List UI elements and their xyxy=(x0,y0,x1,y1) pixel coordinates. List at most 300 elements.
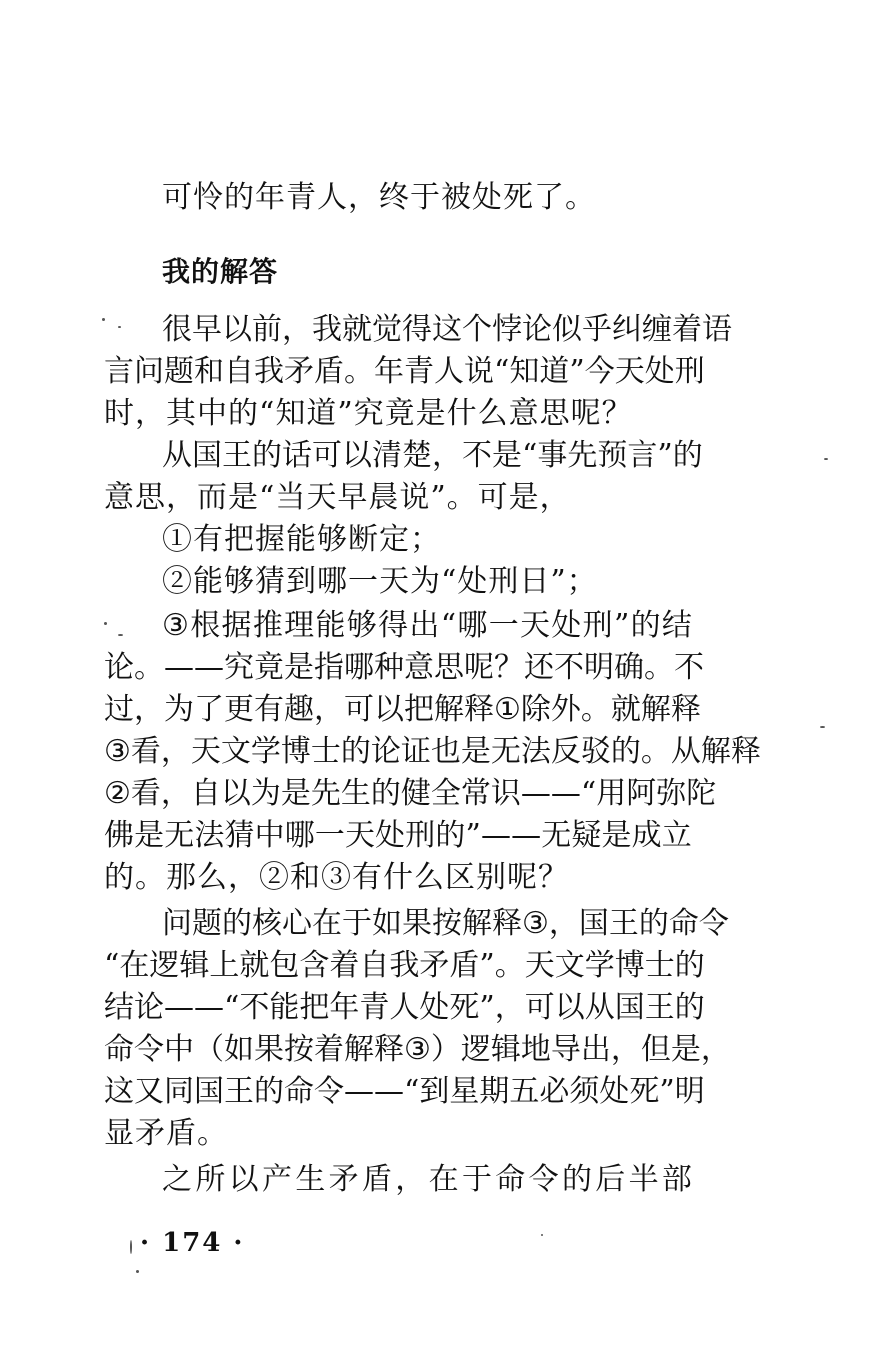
glyph: 文 xyxy=(554,948,585,983)
text-line-17 xyxy=(162,904,729,944)
glyph: 天 xyxy=(524,948,555,983)
text-line-21 xyxy=(104,1072,705,1112)
glyph: ， xyxy=(160,776,191,811)
glyph: 部 xyxy=(661,1162,692,1197)
glyph: 法 xyxy=(520,734,551,769)
glyph: 哪 xyxy=(284,818,315,853)
glyph: 疑 xyxy=(571,818,602,853)
glyph: — xyxy=(164,650,194,685)
glyph: 论 xyxy=(370,734,401,769)
glyph: 不 xyxy=(462,438,492,473)
glyph: 得 xyxy=(378,608,409,643)
glyph: 天 xyxy=(345,818,375,853)
glyph: ① xyxy=(494,692,521,727)
glyph: 自 xyxy=(224,354,254,389)
glyph: 我 xyxy=(312,312,342,347)
glyph: — xyxy=(344,1074,374,1109)
glyph: — xyxy=(164,990,194,1025)
glyph: 可 xyxy=(312,438,342,473)
glyph: 过 xyxy=(104,692,134,727)
glyph: 解 xyxy=(462,906,492,941)
glyph: 天 xyxy=(614,354,645,389)
glyph: 悖 xyxy=(492,312,522,347)
glyph: 清 xyxy=(372,438,402,473)
glyph: 不 xyxy=(554,650,584,685)
glyph: 纠 xyxy=(612,312,642,347)
glyph: 呢 xyxy=(464,650,494,685)
glyph: 题 xyxy=(192,906,222,941)
glyph: 着 xyxy=(314,1032,344,1067)
glyph: 生 xyxy=(340,776,371,811)
glyph: 明 xyxy=(584,650,614,685)
text-line-4 xyxy=(104,352,705,392)
glyph: 外 xyxy=(550,692,581,727)
glyph: 更 xyxy=(224,692,254,727)
glyph: ， xyxy=(282,312,312,347)
glyph: 看 xyxy=(130,734,161,769)
glyph: 自 xyxy=(359,948,390,983)
glyph: 说 xyxy=(464,354,494,389)
glyph: 不 xyxy=(239,990,270,1025)
glyph: 中 xyxy=(164,1032,194,1067)
glyph: 先 xyxy=(310,776,341,811)
glyph: “ xyxy=(522,438,538,473)
glyph: — xyxy=(550,776,581,811)
glyph: 命 xyxy=(104,1032,134,1067)
glyph: 解 xyxy=(434,692,464,727)
glyph: 就 xyxy=(239,948,270,983)
glyph: 命 xyxy=(284,1074,314,1109)
glyph: 把 xyxy=(299,990,330,1025)
section-heading: 我的解答 xyxy=(162,255,279,288)
glyph: 上 xyxy=(209,948,240,983)
text-line-16: 的。那么，②和③有什么区别呢？ xyxy=(104,860,569,895)
glyph: 星 xyxy=(449,1074,480,1109)
glyph: 着 xyxy=(672,312,702,347)
glyph: 解 xyxy=(640,692,671,727)
glyph: 博 xyxy=(614,948,645,983)
glyph: 结 xyxy=(104,990,134,1025)
glyph: 天 xyxy=(190,734,221,769)
glyph: 全 xyxy=(430,776,461,811)
glyph: 论 xyxy=(134,990,164,1025)
glyph: 矛 xyxy=(328,1162,359,1197)
glyph: ” xyxy=(659,1074,675,1109)
glyph: 无 xyxy=(541,818,572,853)
glyph: 指 xyxy=(314,650,344,685)
glyph: 用 xyxy=(596,776,627,811)
glyph: 国 xyxy=(614,990,645,1025)
glyph: 年 xyxy=(374,354,404,389)
scan-speck xyxy=(118,634,123,636)
glyph: 士 xyxy=(644,948,675,983)
scan-speck xyxy=(104,622,107,625)
glyph: 刑 xyxy=(582,608,613,643)
glyph: 的 xyxy=(254,1074,284,1109)
glyph: 常 xyxy=(460,776,491,811)
glyph: 命 xyxy=(668,906,699,941)
glyph: 半 xyxy=(628,1162,659,1197)
glyph: 王 xyxy=(224,1074,254,1109)
scan-speck xyxy=(102,318,105,321)
glyph: “ xyxy=(440,608,457,643)
glyph: 知 xyxy=(509,354,540,389)
glyph: ③ xyxy=(404,1032,431,1067)
glyph: 似 xyxy=(552,312,582,347)
glyph: 命 xyxy=(495,1162,526,1197)
glyph: 以 xyxy=(374,692,404,727)
glyph: 无 xyxy=(164,818,195,853)
glyph: 以 xyxy=(228,1162,259,1197)
text-line-3 xyxy=(162,310,732,350)
glyph: — xyxy=(194,990,224,1025)
glyph: 从 xyxy=(670,734,701,769)
glyph: 包 xyxy=(269,948,300,983)
glyph: 我 xyxy=(254,354,284,389)
text-line-14 xyxy=(104,774,717,814)
glyph: 把 xyxy=(404,692,434,727)
glyph: ， xyxy=(134,692,164,727)
glyph: 的 xyxy=(222,906,252,941)
glyph: 处 xyxy=(375,818,406,853)
glyph: 的 xyxy=(561,1162,592,1197)
glyph: 确 xyxy=(614,650,644,685)
glyph: 出 xyxy=(580,1032,611,1067)
scan-speck xyxy=(820,726,825,728)
glyph: ③ xyxy=(522,906,549,941)
glyph: ， xyxy=(432,438,462,473)
glyph: 以 xyxy=(342,438,372,473)
glyph: 哪 xyxy=(457,608,488,643)
glyph: 果 xyxy=(402,906,432,941)
glyph: ， xyxy=(610,1032,641,1067)
glyph: 觉 xyxy=(372,312,402,347)
text-line-18 xyxy=(104,946,705,986)
glyph: 反 xyxy=(550,734,581,769)
glyph: 除 xyxy=(520,692,551,727)
text-line-11 xyxy=(104,648,704,688)
glyph: 可 xyxy=(524,990,555,1025)
glyph: 问 xyxy=(134,354,164,389)
glyph: 就 xyxy=(610,692,641,727)
glyph: 之 xyxy=(162,1162,192,1197)
glyph: 法 xyxy=(194,818,225,853)
glyph: 年 xyxy=(329,990,360,1025)
glyph: 从 xyxy=(584,990,615,1025)
glyph: 前 xyxy=(252,312,282,347)
glyph: 释 xyxy=(492,906,522,941)
glyph: “ xyxy=(404,1074,420,1109)
glyph: 语 xyxy=(702,312,732,347)
glyph: 一 xyxy=(488,608,519,643)
glyph: 弥 xyxy=(656,776,687,811)
glyph: — xyxy=(374,1074,404,1109)
glyph: 国 xyxy=(194,1074,224,1109)
glyph: 究 xyxy=(224,650,254,685)
scan-speck xyxy=(136,1270,139,1273)
glyph: 论 xyxy=(104,650,134,685)
glyph: 得 xyxy=(402,312,432,347)
glyph: ” xyxy=(569,354,585,389)
list-item-2: ②能够猜到哪一天为“处刑日”； xyxy=(162,564,598,599)
glyph: 。 xyxy=(580,692,611,727)
glyph: 早 xyxy=(192,312,222,347)
glyph: 是 xyxy=(134,818,165,853)
glyph: 含 xyxy=(299,948,330,983)
glyph: ” xyxy=(479,990,495,1025)
glyph: 令 xyxy=(528,1162,559,1197)
glyph: 趣 xyxy=(284,692,314,727)
text-line-15 xyxy=(104,816,692,856)
glyph: 不 xyxy=(674,650,704,685)
glyph: 的 xyxy=(674,990,705,1025)
glyph: 令 xyxy=(314,1074,344,1109)
glyph: 博 xyxy=(280,734,311,769)
glyph: 自 xyxy=(190,776,221,811)
glyph: ” xyxy=(657,438,673,473)
glyph: 我 xyxy=(389,948,420,983)
glyph: 楚 xyxy=(402,438,432,473)
list-item-3 xyxy=(162,606,692,646)
glyph: 按 xyxy=(432,906,462,941)
glyph: 识 xyxy=(490,776,521,811)
glyph: 按 xyxy=(284,1032,314,1067)
glyph: 五 xyxy=(509,1074,540,1109)
glyph: 释 xyxy=(670,692,701,727)
glyph: 须 xyxy=(569,1074,600,1109)
glyph: 健 xyxy=(400,776,431,811)
glyph: 题 xyxy=(164,354,194,389)
glyph: “ xyxy=(224,990,240,1025)
glyph: 必 xyxy=(539,1074,570,1109)
glyph: 国 xyxy=(578,906,609,941)
glyph: 期 xyxy=(479,1074,510,1109)
glyph: ， xyxy=(548,906,579,941)
glyph: 逻 xyxy=(149,948,180,983)
text-line-13 xyxy=(104,732,761,772)
glyph: 的 xyxy=(340,734,371,769)
glyph: 令 xyxy=(698,906,729,941)
glyph: 心 xyxy=(282,906,312,941)
glyph: “ xyxy=(104,948,120,983)
glyph: 释 xyxy=(374,1032,404,1067)
glyph: 的 xyxy=(638,906,669,941)
glyph: 王 xyxy=(222,438,252,473)
glyph: 事 xyxy=(537,438,568,473)
glyph: 果 xyxy=(254,1032,284,1067)
glyph: 立 xyxy=(661,818,692,853)
glyph: 言 xyxy=(627,438,658,473)
glyph: 的 xyxy=(610,734,641,769)
text-line-5: 时，其中的“知道”究竟是什么意思呢？ xyxy=(104,396,633,431)
glyph: 问 xyxy=(162,906,192,941)
glyph: 为 xyxy=(164,692,194,727)
text-line-12 xyxy=(104,690,701,730)
glyph: 学 xyxy=(250,734,281,769)
glyph: 理 xyxy=(284,608,315,643)
glyph: 解 xyxy=(344,1032,374,1067)
glyph: 在 xyxy=(428,1162,459,1197)
glyph: 的 xyxy=(435,818,466,853)
glyph: 个 xyxy=(462,312,492,347)
glyph: 还 xyxy=(524,650,554,685)
glyph: 论 xyxy=(522,312,552,347)
glyph: 哪 xyxy=(344,650,374,685)
glyph: 后 xyxy=(595,1162,626,1197)
glyph: 的 xyxy=(630,608,661,643)
glyph: 处 xyxy=(644,354,675,389)
glyph: ， xyxy=(494,990,525,1025)
glyph: 很 xyxy=(162,312,192,347)
scan-speck xyxy=(824,458,828,460)
glyph: 无 xyxy=(490,734,521,769)
glyph: 是 xyxy=(670,1032,701,1067)
glyph: 一 xyxy=(314,818,345,853)
text-line-7: 意思，而是“当天早晨说”。可是， xyxy=(104,480,571,515)
glyph: 到 xyxy=(419,1074,450,1109)
glyph: ” xyxy=(465,818,481,853)
glyph: 。 xyxy=(640,734,671,769)
glyph: 刑 xyxy=(674,354,705,389)
glyph: 预 xyxy=(597,438,628,473)
glyph: ” xyxy=(613,608,630,643)
glyph: 也 xyxy=(430,734,461,769)
list-item-1: ①有把握能够断定； xyxy=(162,522,441,557)
glyph: 今 xyxy=(584,354,615,389)
glyph: 阿 xyxy=(626,776,657,811)
glyph: 证 xyxy=(400,734,431,769)
glyph: 国 xyxy=(192,438,222,473)
glyph: 盾 xyxy=(361,1162,392,1197)
glyph: 。 xyxy=(494,948,525,983)
glyph: 话 xyxy=(282,438,312,473)
glyph: — xyxy=(194,650,224,685)
glyph: 是 xyxy=(492,438,522,473)
text-line-1: 可怜的年青人，终于被处死了。 xyxy=(162,180,596,215)
glyph: 先 xyxy=(567,438,598,473)
glyph: ， xyxy=(314,692,344,727)
glyph: 能 xyxy=(315,608,346,643)
glyph: 从 xyxy=(162,438,192,473)
glyph: 天 xyxy=(520,608,550,643)
glyph: 。 xyxy=(644,650,674,685)
page-number: · 174 · xyxy=(140,1228,245,1258)
scan-speck xyxy=(130,1240,132,1254)
text-line-22: 显矛盾。 xyxy=(104,1116,228,1151)
glyph: 解 xyxy=(700,734,731,769)
glyph: 人 xyxy=(434,354,464,389)
glyph: 的 xyxy=(370,776,401,811)
glyph: 道 xyxy=(539,354,570,389)
glyph: 青 xyxy=(404,354,434,389)
glyph: 青 xyxy=(359,990,390,1025)
glyph: 意 xyxy=(404,650,434,685)
glyph: 是 xyxy=(280,776,311,811)
glyph: 够 xyxy=(346,608,377,643)
glyph: 矛 xyxy=(284,354,314,389)
glyph: 同 xyxy=(164,1074,194,1109)
glyph: 在 xyxy=(312,906,342,941)
glyph: 以 xyxy=(220,776,251,811)
glyph: 的 xyxy=(672,438,703,473)
glyph: 辑 xyxy=(179,948,210,983)
glyph: 导 xyxy=(550,1032,581,1067)
glyph: 缠 xyxy=(642,312,672,347)
glyph: 结 xyxy=(661,608,692,643)
glyph: 是 xyxy=(601,818,632,853)
glyph: 陀 xyxy=(686,776,717,811)
glyph: 猜 xyxy=(224,818,255,853)
glyph: 释 xyxy=(464,692,494,727)
glyph: — xyxy=(511,818,542,853)
glyph: 着 xyxy=(329,948,360,983)
glyph: 释 xyxy=(730,734,761,769)
glyph: ② xyxy=(104,776,131,811)
glyph: 是 xyxy=(284,650,314,685)
glyph: 中 xyxy=(254,818,285,853)
glyph: ③ xyxy=(104,734,131,769)
glyph: 看 xyxy=(130,776,161,811)
glyph: 王 xyxy=(644,990,675,1025)
text-line-20 xyxy=(104,1030,731,1070)
glyph: 死 xyxy=(449,990,480,1025)
glyph: （ xyxy=(194,1032,224,1067)
glyph: 死 xyxy=(629,1074,660,1109)
glyph: 如 xyxy=(372,906,402,941)
glyph: 和 xyxy=(194,354,224,389)
glyph: 矛 xyxy=(419,948,450,983)
glyph: 令 xyxy=(134,1032,164,1067)
glyph: 在 xyxy=(119,948,150,983)
glyph: 成 xyxy=(631,818,662,853)
glyph: 处 xyxy=(551,608,582,643)
text-line-19 xyxy=(104,988,705,1028)
glyph: 。 xyxy=(134,650,164,685)
scan-speck xyxy=(118,326,121,328)
glyph: 。 xyxy=(344,354,374,389)
glyph: 辑 xyxy=(490,1032,521,1067)
glyph: 逻 xyxy=(460,1032,491,1067)
glyph: 出 xyxy=(409,608,440,643)
glyph: ， xyxy=(700,1032,731,1067)
glyph: 能 xyxy=(269,990,300,1025)
glyph: 思 xyxy=(434,650,464,685)
glyph: 这 xyxy=(432,312,462,347)
glyph: 盾 xyxy=(314,354,344,389)
glyph: ） xyxy=(430,1032,461,1067)
glyph: 明 xyxy=(674,1074,705,1109)
glyph: 所 xyxy=(195,1162,226,1197)
glyph: ， xyxy=(395,1162,426,1197)
text-line-6 xyxy=(162,436,703,476)
glyph: 言 xyxy=(104,354,134,389)
glyph: 据 xyxy=(221,608,252,643)
glyph: 刑 xyxy=(405,818,436,853)
glyph: 乎 xyxy=(582,312,612,347)
glyph: 于 xyxy=(342,906,372,941)
glyph: 的 xyxy=(674,948,705,983)
glyph: 如 xyxy=(224,1032,254,1067)
glyph: 以 xyxy=(554,990,585,1025)
glyph: 竟 xyxy=(254,650,284,685)
glyph: — xyxy=(520,776,551,811)
glyph: ？ xyxy=(494,650,524,685)
glyph: 核 xyxy=(252,906,282,941)
glyph: 产 xyxy=(261,1162,292,1197)
text-line-23 xyxy=(162,1160,692,1200)
glyph: 可 xyxy=(344,692,374,727)
glyph: 根 xyxy=(190,608,221,643)
